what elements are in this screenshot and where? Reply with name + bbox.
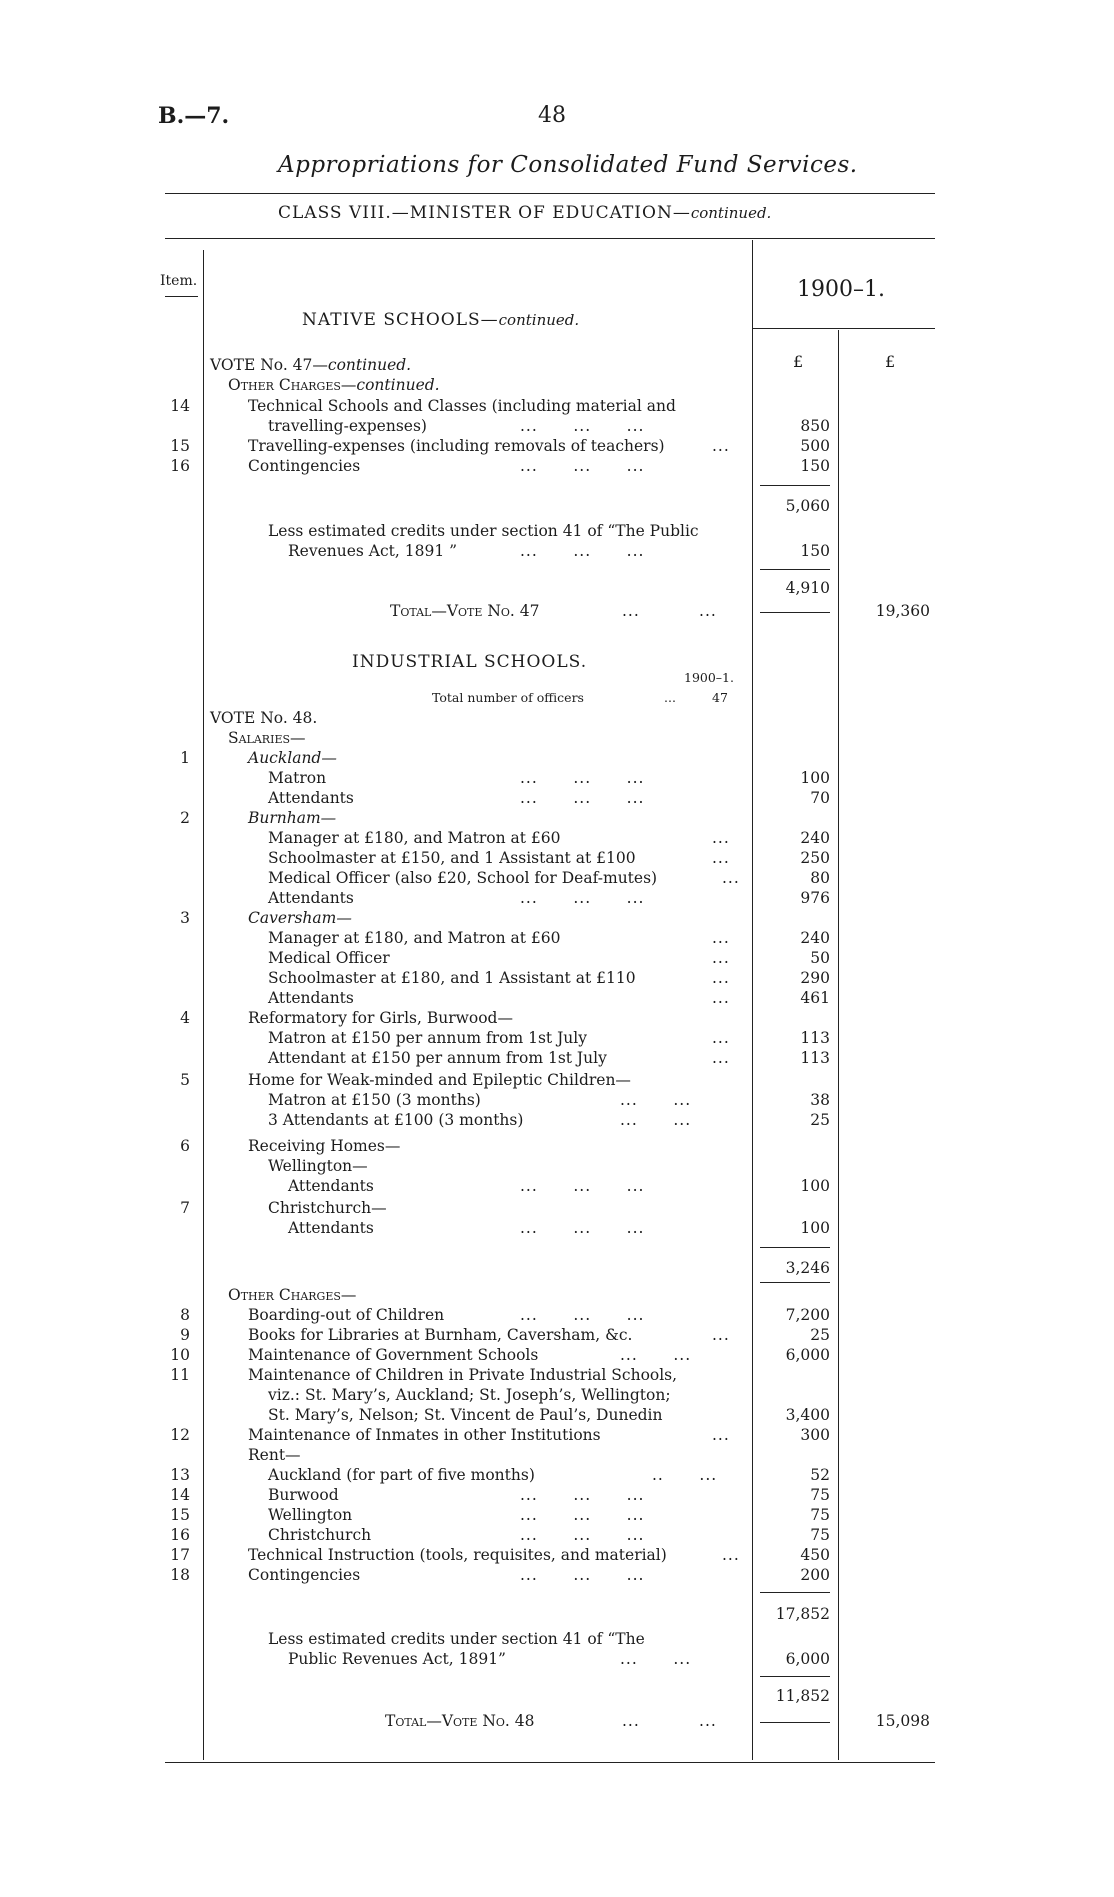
leader-dots: ... [712,989,730,1007]
leader-dots: ... ... ... [520,789,645,807]
item-number: 3 [180,909,190,927]
item-number: 12 [170,1426,190,1444]
item-amount: 150 [800,457,830,475]
vote-47-text: VOTE No. 47— [210,356,328,374]
leader-dots: ... [712,437,730,455]
table-row [0,1090,1114,1110]
leader-dots: ... [722,869,740,887]
item-description: Attendant at £150 per annum from 1st July [268,1049,607,1067]
item-description: Burwood [268,1486,339,1504]
salaries-total-amount: 3,246 [785,1259,830,1277]
caversham-heading: Caversham— [248,909,352,927]
less-credits-text-cont: Revenues Act, 1891 ” [288,542,458,560]
total-vote-48-amount: 15,098 [875,1712,930,1730]
leader-dots: ... ... [620,1091,692,1109]
item-description-cont: St. Mary’s, Nelson; St. Vincent de Paul’s, Dunedin [268,1406,663,1424]
leader-dots: ... ... ... [520,889,645,907]
vote-47-label [210,355,411,375]
item-amount: 7,200 [785,1306,830,1324]
item-amount: 300 [800,1426,830,1444]
item-amount: 6,000 [785,1346,830,1364]
auckland-heading: Auckland— [248,749,337,767]
item-header-rule [165,296,198,297]
item-description: Schoolmaster at £180, and 1 Assistant at £110 [268,969,636,987]
leader-dots: ... ... ... [520,1177,645,1195]
subtotal-amount: 17,852 [775,1605,830,1623]
leader-dots: ... ... [622,1712,717,1730]
leader-dots: ... ... ... [520,769,645,787]
item-description: Matron [268,769,327,787]
header-rule [165,193,935,194]
item-description-cont: viz.: St. Mary’s, Auckland; St. Joseph’s, Wellington; [268,1386,671,1404]
item-description: Maintenance of Children in Private Industrial Schools, [248,1366,678,1384]
total-vote-47-row [0,601,1114,621]
table-row [0,1218,1114,1238]
leader-dots: ... ... ... [520,457,645,475]
vote-48-label: VOTE No. 48. [210,709,318,727]
total-rule [760,612,830,613]
table-row [0,1425,1114,1445]
leader-dots: ... ... ... [520,1526,645,1544]
total-vote-47-label: Total—Vote No. 47 [390,602,540,620]
less-credits-amount: 150 [800,542,830,560]
item-description: Christchurch [268,1526,372,1544]
item-description: Maintenance of Inmates in other Institutions [248,1426,601,1444]
less-credits-text: Less estimated credits under section 41 of “The Public [268,522,699,540]
leader-dots: ... [712,849,730,867]
other-charges-48-heading [0,1285,1114,1305]
item-number: 9 [180,1326,190,1344]
table-row [0,1048,1114,1068]
item-description: Wellington [268,1506,353,1524]
item-number: 16 [170,1526,190,1544]
table-row [0,396,1114,416]
item-description: Technical Instruction (tools, requisites, and material) [248,1546,667,1564]
item-amount: 461 [800,989,830,1007]
burnham-heading: Burnham— [248,809,337,827]
leader-dots: ... ... ... [520,1486,645,1504]
other-charges-47-heading [0,375,1114,395]
less-credits-text: Less estimated credits under section 41 of “The [268,1630,645,1648]
leader-dots: ... [712,1326,730,1344]
table-row [0,968,1114,988]
item-description-cont: travelling-expenses) [268,417,427,435]
table-row [0,1565,1114,1585]
item-amount: 850 [800,417,830,435]
table-row [0,1008,1114,1028]
salaries-heading [0,728,1114,748]
pound-header-amount: £ [793,352,804,371]
item-amount: 75 [810,1486,830,1504]
item-amount: 976 [800,889,830,907]
item-description: Matron at £150 (3 months) [268,1091,481,1109]
less-credits-row [0,541,1114,561]
page-number: 48 [538,103,566,128]
item-number: 1 [180,749,190,767]
item-number: 11 [170,1366,190,1384]
rent-heading: Rent— [248,1446,301,1464]
total-rule [760,1722,830,1723]
subtotal-row [0,1604,1114,1624]
class-heading-continued: continued. [690,204,772,222]
leader-dots: .. ... [652,1466,718,1484]
native-heading-continued: continued. [498,311,580,329]
leader-dots: ... ... [620,1111,692,1129]
table-row [0,988,1114,1008]
item-number: 10 [170,1346,190,1364]
item-number: 16 [170,457,190,475]
leader-dots: ... [722,1546,740,1564]
item-description: Boarding-out of Children [248,1306,445,1324]
item-number: 13 [170,1466,190,1484]
leader-dots: ... [712,949,730,967]
receiving-homes-heading: Receiving Homes— [248,1137,401,1155]
item-amount: 200 [800,1566,830,1584]
leader-dots: ... ... ... [520,542,645,560]
leader-dots: ... ... [620,1650,692,1668]
item-description: Attendants [288,1177,374,1195]
item-number: 5 [180,1071,190,1089]
wellington-heading: Wellington— [268,1157,368,1175]
native-schools-heading [302,310,579,330]
less-credits-row [0,1649,1114,1669]
item-amount: 50 [810,949,830,967]
year-column-header: 1900–1. [797,277,885,302]
class-heading [278,203,771,223]
item-amount: 290 [800,969,830,987]
officers-label: Total number of officers [432,690,584,705]
item-description: Maintenance of Government Schools [248,1346,539,1364]
item-amount: 3,400 [785,1406,830,1424]
item-column-header: Item. [160,273,198,289]
table-row [0,928,1114,948]
other-charges-48-label: Other Charges— [228,1286,357,1304]
item-number: 14 [170,397,190,415]
item-description: Contingencies [248,457,361,475]
item-amount: 113 [800,1049,830,1067]
table-bottom-rule [165,1762,935,1763]
item-description: Attendants [288,1219,374,1237]
net-row [0,1686,1114,1706]
item-description: Attendants [268,789,354,807]
item-number: 17 [170,1546,190,1564]
table-row [0,1385,1114,1405]
table-row [0,748,1114,768]
table-row [0,848,1114,868]
officers-year: 1900–1. [684,670,734,685]
item-amount: 250 [800,849,830,867]
item-amount: 52 [810,1466,830,1484]
native-heading-text: NATIVE SCHOOLS— [302,310,499,330]
net-rule [760,1676,830,1677]
class-heading-text: CLASS VIII.—MINISTER OF EDUCATION— [278,203,691,223]
less-credits-row [0,521,1114,541]
salaries-total-row [0,1258,1114,1278]
table-row [0,1525,1114,1545]
item-description: 3 Attendants at £100 (3 months) [268,1111,524,1129]
less-credits-amount: 6,000 [785,1650,830,1668]
table-row [0,1465,1114,1485]
salaries-total-rule [760,1247,830,1248]
item-description: Attendants [268,889,354,907]
item-amount: 100 [800,1219,830,1237]
leader-dots: ... ... ... [520,1506,645,1524]
item-amount: 240 [800,829,830,847]
other-charges-47-label [228,375,440,395]
table-row [0,1545,1114,1565]
table-row [0,416,1114,436]
item-description: Schoolmaster at £150, and 1 Assistant at £100 [268,849,636,867]
subtotal-rule [760,485,830,486]
table-row [0,908,1114,928]
leader-dots: ... [712,829,730,847]
item-amount: 100 [800,769,830,787]
table-row [0,888,1114,908]
item-number: 7 [180,1199,190,1217]
leader-dots: ... [664,690,676,705]
item-number: 14 [170,1486,190,1504]
item-number: 15 [170,1506,190,1524]
other-charges-47-continued: continued. [356,376,440,394]
item-description: Technical Schools and Classes (including material and [248,397,676,415]
table-row [0,1028,1114,1048]
weak-minded-heading: Home for Weak-minded and Epileptic Children— [248,1071,631,1089]
table-row [0,768,1114,788]
table-row [0,1136,1114,1156]
table-row [0,1305,1114,1325]
table-row [0,436,1114,456]
leader-dots: ... ... [622,602,717,620]
other-charges-47-text: Other Charges— [228,376,357,394]
item-amount: 500 [800,437,830,455]
item-amount: 75 [810,1506,830,1524]
less-credits-text-cont: Public Revenues Act, 1891” [288,1650,506,1668]
table-row [0,788,1114,808]
table-row [0,1325,1114,1345]
item-number: 15 [170,437,190,455]
salaries-label: Salaries— [228,729,306,747]
item-description: Matron at £150 per annum from 1st July [268,1029,587,1047]
less-credits-row [0,1629,1114,1649]
item-amount: 25 [810,1111,830,1129]
item-amount: 38 [810,1091,830,1109]
salaries-total-underline [760,1282,830,1283]
document-code: B.—7. [158,103,230,129]
leader-dots: ... ... ... [520,1566,645,1584]
item-amount: 113 [800,1029,830,1047]
subtotal-row [0,496,1114,516]
item-description: Travelling-expenses (including removals of teachers) [248,437,665,455]
leader-dots: ... ... [620,1346,692,1364]
officers-count: 47 [712,690,728,705]
industrial-schools-heading: INDUSTRIAL SCHOOLS. [352,652,588,672]
page-title: Appropriations for Consolidated Fund Services. [278,152,858,178]
item-number: 2 [180,809,190,827]
table-row [0,808,1114,828]
subtotal-rule [760,1592,830,1593]
burwood-heading: Reformatory for Girls, Burwood— [248,1009,513,1027]
table-row [0,948,1114,968]
leader-dots: ... [712,969,730,987]
table-row [0,1445,1114,1465]
leader-dots: ... ... ... [520,1306,645,1324]
total-vote-47-amount: 19,360 [875,602,930,620]
leader-dots: ... [712,1029,730,1047]
table-row [0,1156,1114,1176]
pound-header-total: £ [885,352,896,371]
table-top-rule [165,238,935,239]
table-row [0,1485,1114,1505]
table-row [0,456,1114,476]
item-description: Contingencies [248,1566,361,1584]
item-description: Manager at £180, and Matron at £60 [268,829,561,847]
item-amount: 80 [810,869,830,887]
year-header-rule [752,328,935,329]
item-description: Auckland (for part of five months) [268,1466,535,1484]
leader-dots: ... ... ... [520,417,645,435]
item-amount: 450 [800,1546,830,1564]
item-number: 18 [170,1566,190,1584]
subtotal-amount: 5,060 [785,497,830,515]
item-description: Manager at £180, and Matron at £60 [268,929,561,947]
leader-dots: ... ... ... [520,1219,645,1237]
net-amount: 11,852 [775,1687,830,1705]
item-description: Medical Officer (also £20, School for Deaf-mutes) [268,869,658,887]
vote-48-heading [0,708,1114,728]
vote-47-heading [0,355,1114,375]
leader-dots: ... [712,929,730,947]
item-number: 6 [180,1137,190,1155]
table-row [0,1405,1114,1425]
item-amount: 75 [810,1526,830,1544]
item-amount: 240 [800,929,830,947]
item-number: 4 [180,1009,190,1027]
vote-47-continued: continued. [327,356,412,374]
table-row [0,1198,1114,1218]
total-vote-48-row [0,1711,1114,1731]
item-amount: 25 [810,1326,830,1344]
table-row [0,1110,1114,1130]
leader-dots: ... [712,1426,730,1444]
net-rule [760,569,830,570]
table-row [0,1505,1114,1525]
item-number: 8 [180,1306,190,1324]
item-description: Medical Officer [268,949,390,967]
net-amount: 4,910 [785,579,830,597]
leader-dots: ... [712,1049,730,1067]
table-row [0,1176,1114,1196]
item-amount: 70 [810,789,830,807]
item-amount: 100 [800,1177,830,1195]
item-description: Books for Libraries at Burnham, Caversham, &c. [248,1326,633,1344]
table-row [0,1345,1114,1365]
table-row [0,1365,1114,1385]
total-vote-48-label: Total—Vote No. 48 [385,1712,535,1730]
net-row [0,578,1114,598]
table-row [0,1070,1114,1090]
table-row [0,828,1114,848]
item-description: Attendants [268,989,354,1007]
christchurch-heading: Christchurch— [268,1199,387,1217]
table-row [0,868,1114,888]
